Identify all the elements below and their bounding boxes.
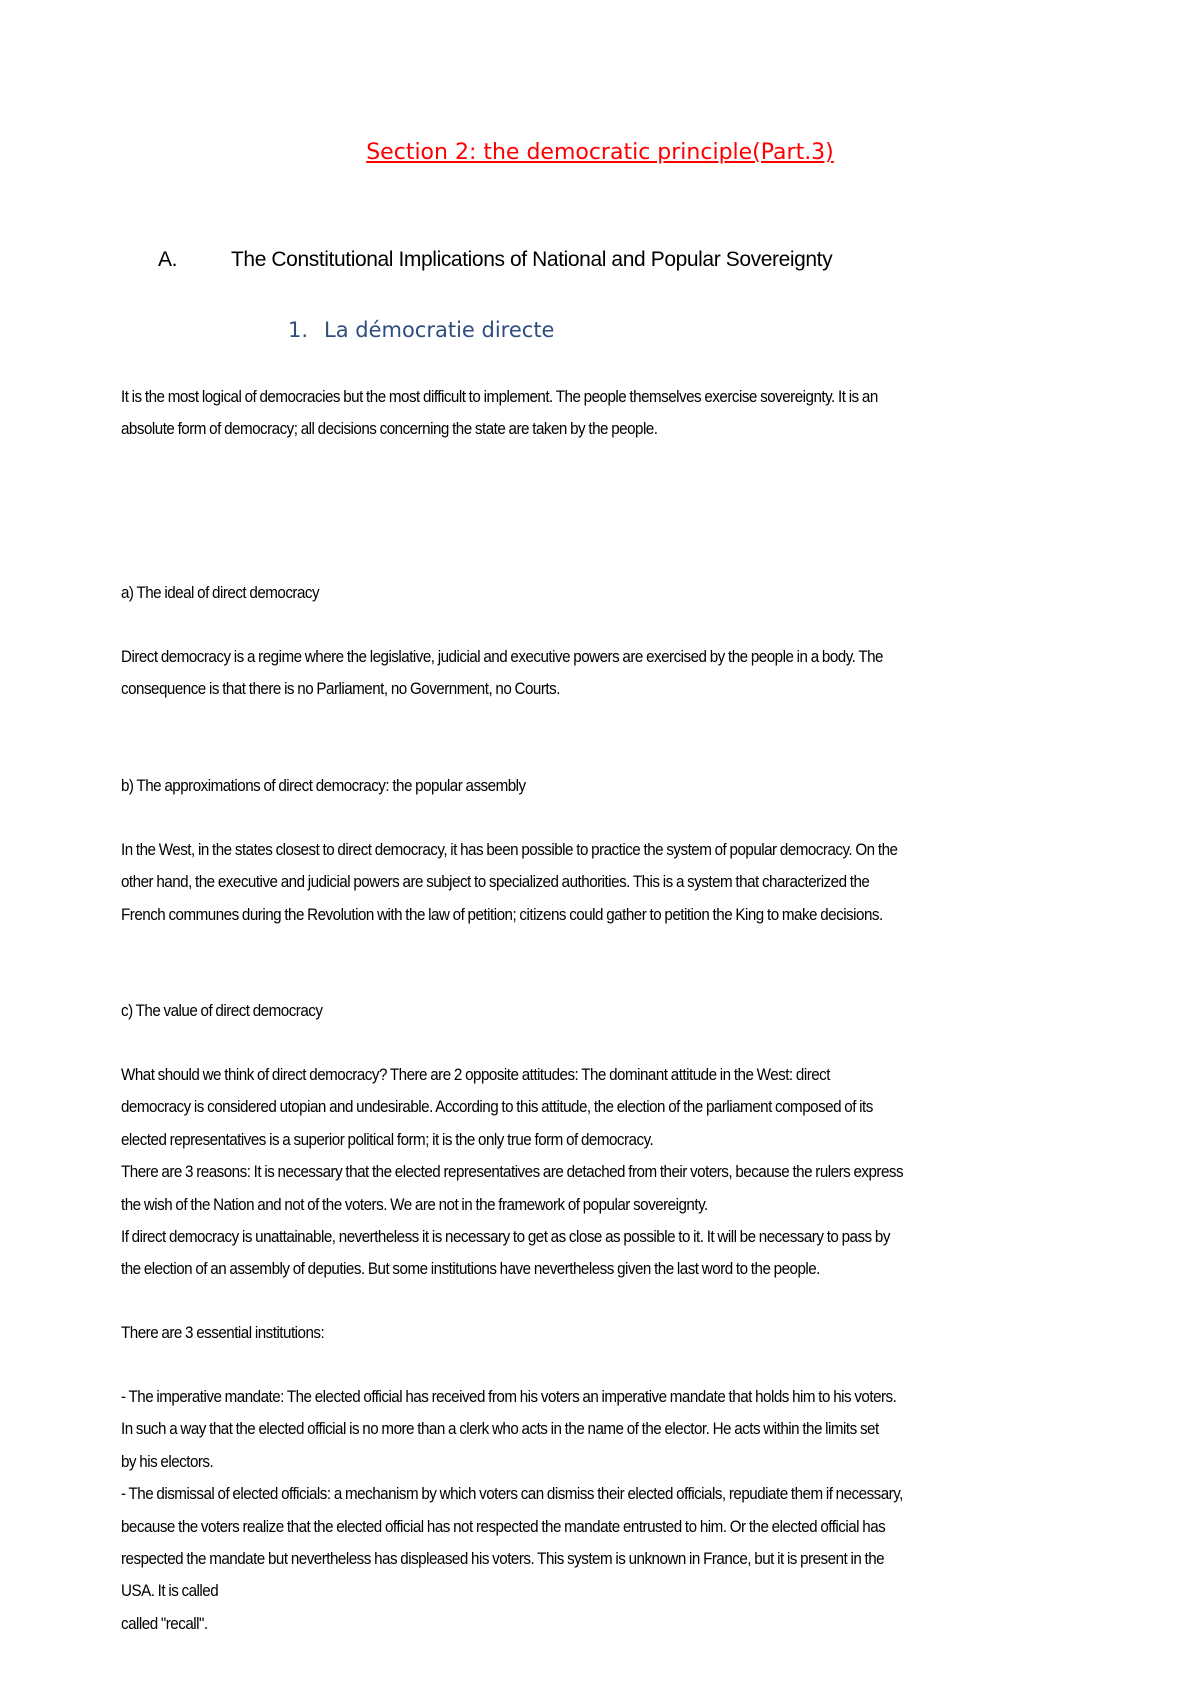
subsection-heading-1 [288, 318, 554, 342]
text-line: the election of an assembly of deputies. But some institutions have nevertheless given the last word to the people. [121, 1260, 820, 1279]
sub-b-paragraph [121, 834, 1004, 931]
text-line: other hand, the executive and judicial powers are subject to specialized authorities. This is a system that characterized the [121, 873, 870, 892]
text-line: USA. It is called [121, 1582, 219, 1601]
heading-1-number: 1. [288, 318, 309, 342]
text-line: absolute form of democracy; all decisions concerning the state are taken by the people. [121, 420, 658, 439]
text-line: - The imperative mandate: The elected official has received from his voters an imperative mandate that holds him to his voters. [121, 1388, 897, 1406]
text-line: There are 3 reasons: It is necessary that the elected representatives are detached from their voters, because the rulers express [121, 1163, 904, 1182]
sub-b-heading: b) The approximations of direct democracy: the popular assembly [121, 777, 526, 795]
text-line: consequence is that there is no Parliament, no Government, no Courts. [121, 680, 560, 699]
heading-a-text: The Constitutional Implications of National and Popular Sovereignty [231, 248, 833, 271]
text-line: democracy is considered utopian and undesirable. According to this attitude, the election of the parliament composed of its [121, 1098, 873, 1117]
text-line: elected representatives is a superior political form; it is the only true form of democracy. [121, 1130, 654, 1149]
text-line: In the West, in the states closest to direct democracy, it has been possible to practice the system of popular democracy. On the [121, 841, 898, 859]
sub-a-paragraph [121, 641, 1004, 706]
section-heading-a [158, 248, 832, 272]
page-title: Section 2: the democratic principle(Part.3) [366, 140, 834, 165]
text-line: by his electors. [121, 1452, 214, 1471]
heading-1-text: La démocratie directe [324, 318, 555, 342]
text-line: French communes during the Revolution with the law of petition; citizens could gather to petition the King to make decisions. [121, 905, 883, 924]
institutions-intro: There are 3 essential institutions: [121, 1324, 325, 1342]
sub-c-paragraph [121, 1059, 1004, 1286]
sub-a-heading: a) The ideal of direct democracy [121, 584, 320, 602]
text-line: called "recall". [121, 1614, 208, 1633]
intro-paragraph [121, 381, 1004, 446]
heading-a-letter: A. [158, 248, 178, 271]
text-line: because the voters realize that the elected official has not respected the mandate entrusted to him. Or the elected official has [121, 1517, 886, 1536]
sub-c-heading: c) The value of direct democracy [121, 1002, 323, 1020]
text-line: - The dismissal of elected officials: a mechanism by which voters can dismiss their elected officials, repudiate them if necessary, [121, 1485, 903, 1504]
text-line: What should we think of direct democracy? There are 2 opposite attitudes: The dominant attitude in the West: direct [121, 1066, 830, 1084]
text-line: In such a way that the elected official is no more than a clerk who acts in the name of the elector. He acts within the limits set [121, 1420, 879, 1439]
text-line: Direct democracy is a regime where the legislative, judicial and executive powers are exercised by the people in a body. The [121, 648, 883, 666]
institutions-list [121, 1381, 1004, 1640]
text-line: respected the mandate but nevertheless has displeased his voters. This system is unknown in France, but it is present in the [121, 1550, 885, 1569]
text-line: It is the most logical of democracies but the most difficult to implement. The people themselves exercise sovereignty. It is an [121, 388, 878, 406]
text-line: If direct democracy is unattainable, nevertheless it is necessary to get as close as possible to it. It will be necessary to pass by [121, 1228, 890, 1247]
text-line: the wish of the Nation and not of the voters. We are not in the framework of popular sovereignty. [121, 1195, 708, 1214]
